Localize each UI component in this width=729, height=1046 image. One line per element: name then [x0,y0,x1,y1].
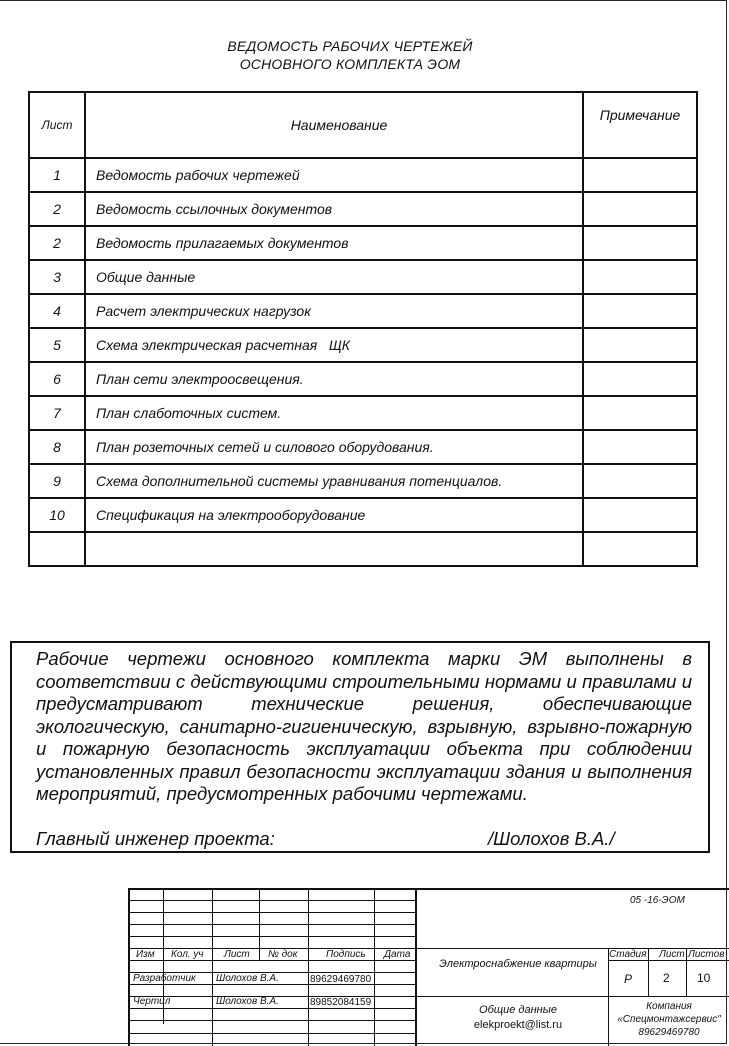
row-note [583,362,697,396]
row-num: 2 [29,192,85,226]
table-row [29,396,697,430]
header-sheet: Лист [29,92,85,158]
sheets-value: 10 [697,971,711,985]
row-name: Схема электрическая расчетная ЩК [85,328,583,362]
signature-name: /Шолохов В.А./ [488,827,615,849]
doc-code: 05 -16-ЭОМ [630,895,685,906]
sheet-label: Лист [659,949,685,960]
row-name: Спецификация на электрооборудование [85,498,583,532]
sheet-value: 2 [663,971,670,985]
stamp-hline [128,1020,416,1021]
row-name: План сети электроосвещения. [85,362,583,396]
row-note [583,430,697,464]
table-row [29,430,697,464]
contact-email: elekproekt@list.ru [473,1019,563,1031]
row-note [583,498,697,532]
row-name: План слаботочных систем. [85,396,583,430]
table-row [29,362,697,396]
developer-phone: 89629469780 [310,974,372,985]
row-note [583,396,697,430]
row-name: Расчет электрических нагрузок [85,294,583,328]
row-num: 3 [29,260,85,294]
table-row [29,158,697,192]
stamp-hline [128,1033,416,1034]
stage-value: Р [624,972,633,986]
table-row [29,328,697,362]
row-num: 7 [29,396,85,430]
col-header: № док [268,949,298,960]
row-num: 6 [29,362,85,396]
header-note: Примечание [583,92,697,158]
document-title-line2: ОСНОВНОГО КОМПЛЕКТА ЭОМ [239,56,461,72]
row-name: План розеточных сетей и силового оборудования. [85,430,583,464]
table-row [29,294,697,328]
table-row [29,498,697,532]
project-name: Электроснабжение квартиры [439,958,597,970]
drawer-name: Шолохов В.А. [216,996,279,1007]
title-block [128,888,729,1046]
drawer-label: Чертил [133,996,171,1007]
row-note [583,294,697,328]
row-name: Ведомость ссылочных документов [85,192,583,226]
row-name [85,532,583,566]
table-row [29,260,697,294]
table-row [29,226,697,260]
row-name: Схема дополнительной системы уравнивания потенциалов. [85,464,583,498]
row-num: 1 [29,158,85,192]
row-name: Ведомость рабочих чертежей [85,158,583,192]
stage-label: Стадия [609,949,647,960]
table-row [29,532,697,566]
table-row [29,192,697,226]
developer-name: Шолохов В.А. [216,973,279,984]
company-line1: Компания [646,1001,692,1012]
stamp-vline [686,948,687,996]
frame-top-line [0,0,727,1]
stamp-hline [128,900,416,901]
compliance-text: Рабочие чертежи основного комплекта марки ЭМ выполнены в соответствии с действующими строительными нормами и правилами и предусматривают технические решения, обеспечивающие экологическую, санитарно-гигиеническую, взрывную, взрывно-пожарную и пожарную безопасность эксплуатации объекта при соблюдении установленных правил безопасности эксплуатации здания и выполнения мероприятий, предусмотренных рабочими чертежами. [36,648,692,804]
stamp-hline [128,984,416,985]
header-name: Наименование [85,92,583,158]
stamp-hline [128,960,416,961]
stamp-hline [608,960,729,961]
stamp-border-top [128,888,729,890]
row-num: 2 [29,226,85,260]
row-num: 10 [29,498,85,532]
row-num: 9 [29,464,85,498]
row-num: 8 [29,430,85,464]
stamp-hline [128,936,416,937]
col-header: Лист [224,949,250,960]
signature-label: Главный инженер проекта: [36,827,275,849]
company-line2: «Спецмонтажсервис" [617,1014,721,1025]
drawer-phone: 89852084159 [310,997,372,1008]
col-header: Дата [384,949,411,960]
row-name: Ведомость прилагаемых документов [85,226,583,260]
compliance-note [10,641,710,853]
sheets-table [28,91,698,567]
row-note [583,464,697,498]
table-row [29,464,697,498]
stamp-hline [128,1008,416,1009]
row-note [583,226,697,260]
table-header-row [29,92,697,158]
signature-line [36,828,692,852]
sheets-label: Листов [688,949,725,960]
col-header: Подпись [326,949,366,960]
stamp-vline [648,948,649,996]
col-header: Изм [136,949,155,960]
row-note [583,192,697,226]
company-phone: 89629469780 [638,1027,700,1038]
row-note [583,158,697,192]
row-note [583,260,697,294]
stamp-hline [128,912,416,913]
row-num [29,532,85,566]
row-name: Общие данные [85,260,583,294]
document-title-line1: ВЕДОМОСТЬ РАБОЧИХ ЧЕРТЕЖЕЙ [227,38,473,54]
row-note [583,328,697,362]
drawing-name: Общие данные [479,1004,557,1016]
col-header: Кол. уч [171,949,204,960]
row-num: 5 [29,328,85,362]
row-num: 4 [29,294,85,328]
row-note [583,532,697,566]
developer-label: Разработчик [133,973,196,984]
stamp-hline [128,924,416,925]
